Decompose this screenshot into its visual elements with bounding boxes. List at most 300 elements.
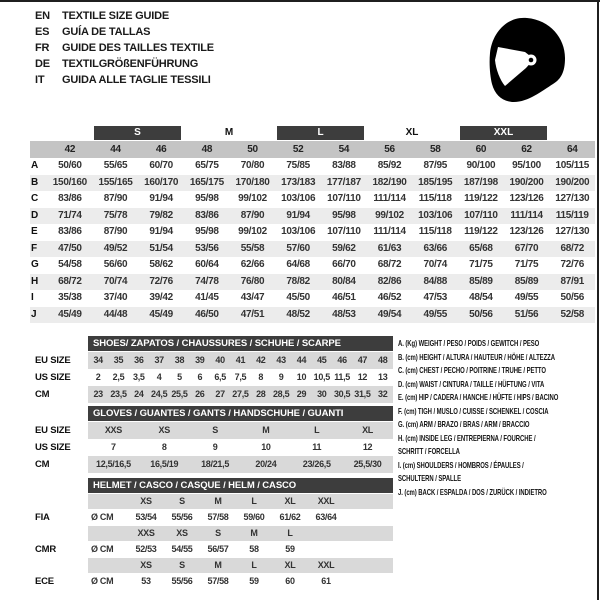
size-value: 103/106 (281, 226, 316, 237)
subtable-label-spacer (30, 526, 88, 541)
subtable-value: 25,5/30 (353, 459, 382, 469)
size-value: 177/187 (326, 176, 361, 188)
helmet-size-label: XL (284, 496, 296, 506)
helmet-size-label: L (251, 496, 257, 506)
subtable-value: 42 (256, 355, 266, 365)
helmet-size-label: XXL (317, 560, 335, 570)
subtable-cells (88, 386, 393, 403)
subtable-value: 23 (93, 389, 103, 399)
size-value: 185/195 (418, 176, 453, 188)
size-value: 170/180 (235, 176, 270, 188)
size-value: 190/200 (509, 176, 544, 188)
subtable-row (30, 456, 393, 473)
legend-line: D. (cm) WAIST / CINTURA / TAILLE / HÜFTUNG / VITA (398, 378, 545, 389)
legend-line: E. (cm) HIP / CADERA / HANCHE / HÜFTE / HIPS / BACINO (398, 392, 559, 402)
size-value: 83/86 (195, 209, 219, 221)
helmet-size-header-cells (88, 494, 393, 509)
size-value: 155/165 (98, 176, 133, 188)
language-row (35, 8, 214, 24)
size-value: 103/106 (418, 209, 453, 221)
size-value: 49/55 (514, 292, 539, 303)
size-value: 95/98 (332, 209, 356, 221)
subtable-value: 31,5 (354, 389, 371, 399)
subtable-value: 24 (134, 389, 144, 399)
size-value: 53/56 (195, 242, 219, 254)
helmet-size-label: M (250, 528, 258, 538)
helmet-size-label: M (214, 560, 222, 570)
size-value: 99/102 (238, 193, 267, 204)
helmet-size-header-row (30, 526, 393, 541)
column-header-row (30, 141, 595, 158)
language-list (35, 8, 214, 88)
subtable-value: 34 (93, 355, 103, 365)
language-code: DE (35, 58, 50, 70)
helmet-size-label: S (179, 560, 185, 570)
size-value: 68/72 (377, 259, 402, 270)
language-code: ES (35, 26, 50, 38)
size-value: 173/183 (281, 176, 316, 188)
subtable-value: XS (158, 425, 170, 435)
size-value: 46/51 (332, 292, 356, 303)
helmet-size-label: S (179, 496, 185, 506)
helmet-value: 53/54 (135, 512, 157, 522)
full-face-helmet-icon (462, 6, 577, 106)
unit-spacer (88, 494, 128, 509)
size-value: 45/50 (286, 292, 310, 303)
subtable-value: 44 (296, 355, 307, 365)
language-row (35, 56, 214, 72)
subtable-value: L (314, 425, 320, 435)
row-letter: G (31, 259, 39, 270)
helmet-standard-row (30, 573, 393, 590)
subtable-value: 23/26,5 (302, 459, 331, 469)
helmet-size-label: M (214, 496, 222, 506)
helmet-standard-label: CMR (35, 544, 57, 555)
subtable-value: 41 (235, 355, 246, 365)
helmet-standard-row (30, 541, 393, 558)
subtable-value: 48 (378, 355, 388, 365)
size-group-label: S (94, 126, 181, 140)
size-value: 78/82 (286, 275, 310, 287)
size-value: 44/48 (103, 308, 128, 320)
main-size-table (30, 126, 595, 323)
legend (398, 337, 595, 499)
subtable-value: 18/21,5 (201, 459, 230, 469)
helmet-value: 59/60 (243, 512, 265, 522)
corner-cell (30, 141, 47, 158)
subtable-row (30, 369, 393, 386)
subtable-value: 16,5/19 (150, 459, 179, 469)
size-value: 165/175 (189, 176, 224, 188)
size-value: 45/49 (149, 308, 173, 320)
size-value: 71/75 (514, 259, 539, 270)
helmet-value: 57/58 (207, 512, 229, 522)
size-value: 83/88 (332, 160, 356, 171)
row-letter: D (31, 209, 38, 221)
size-value: 85/92 (377, 160, 402, 171)
size-value: 87/91 (560, 275, 584, 287)
size-value: 107/110 (327, 226, 361, 237)
column-header: 56 (384, 144, 395, 155)
column-header: 58 (429, 144, 441, 155)
column-header: 46 (155, 144, 167, 155)
size-value: 115/118 (418, 193, 452, 204)
size-value: 103/106 (281, 193, 316, 204)
measurement-row (30, 208, 595, 225)
subtable-row-label: EU SIZE (35, 355, 71, 366)
subtable-value: XXS (104, 425, 122, 435)
size-value: 83/86 (58, 193, 82, 204)
size-value: 49/55 (423, 308, 447, 320)
subtable-value: 3,5 (133, 372, 145, 382)
measurement-row (30, 257, 595, 274)
subtable-value: 29 (296, 389, 307, 399)
helmet-size-label: XS (176, 528, 188, 538)
gloves-table-title: GLOVES / GUANTES / GANTS / HANDSCHUHE / GUANTI (88, 406, 393, 421)
size-value: 56/60 (103, 259, 128, 270)
size-value: 52/58 (560, 308, 584, 320)
column-header: 44 (110, 144, 121, 155)
subtable-label-spacer (30, 478, 88, 494)
size-value: 91/94 (286, 209, 310, 221)
subtable-value: 39 (195, 355, 205, 365)
helmet-value: 58 (249, 544, 259, 554)
helmet-standard-label: ECE (35, 576, 54, 587)
subtable-value: 23,5 (110, 389, 127, 399)
size-value: 127/130 (555, 226, 590, 237)
size-value: 50/56 (560, 292, 584, 303)
column-header: 60 (475, 144, 487, 155)
subtable-value: 2,5 (112, 372, 125, 382)
size-group-m (183, 126, 275, 140)
legend-line: I. (cm) SHOULDERS / HOMBROS / ÉPAULES / (398, 459, 524, 470)
size-value: 65/75 (195, 160, 219, 171)
subtable-value: 45 (317, 355, 327, 365)
size-value: 63/66 (423, 242, 447, 254)
size-value: 127/130 (555, 193, 590, 204)
row-letter: H (31, 275, 38, 287)
size-value: 48/54 (469, 292, 493, 303)
subtable-value: 10 (261, 442, 271, 452)
subtable-value: 6 (197, 372, 203, 382)
subtable-cells (88, 439, 393, 456)
size-value: 82/86 (377, 275, 402, 287)
helmet-value: 59 (285, 544, 295, 554)
unit-spacer (88, 558, 128, 573)
helmet-value (308, 541, 344, 558)
size-value: 111/114 (373, 193, 406, 204)
size-value: 49/54 (377, 308, 402, 320)
page-title-es: GUÍA DE TALLAS (62, 26, 151, 38)
helmet-size-header-row (30, 558, 393, 573)
subtable-label-spacer (30, 336, 88, 352)
row-letter: I (31, 292, 34, 303)
subtable-cells (88, 422, 393, 439)
size-value: 57/60 (286, 242, 310, 254)
measurement-row (30, 307, 595, 324)
legend-item (398, 378, 595, 392)
group-spacer (30, 126, 92, 140)
size-group-label: XXL (460, 126, 547, 140)
size-value: 91/94 (149, 226, 173, 237)
size-value: 67/70 (514, 242, 539, 254)
gloves-title-row (30, 406, 393, 422)
legend-item (398, 405, 595, 419)
subtable-value: 26 (195, 389, 205, 399)
size-value: 58/62 (149, 259, 173, 270)
size-value: 107/110 (464, 209, 498, 221)
subtable-value: 30,5 (333, 389, 351, 399)
measurement-row (30, 175, 595, 192)
subtable-row-label: CM (35, 389, 50, 400)
row-letter: J (31, 308, 37, 320)
legend-line: SCHULTERN / SPALLE (398, 473, 461, 483)
helmet-size-header-row (30, 494, 393, 509)
size-value: 41/45 (195, 292, 219, 303)
helmet-size-label: XXL (317, 496, 335, 506)
measurement-row (30, 274, 595, 291)
legend-line: G. (cm) ARM / BRAZO / BRAS / ARM / BRACCIO (398, 419, 530, 429)
column-header: 64 (566, 144, 578, 155)
subtable-label-spacer (30, 406, 88, 422)
size-value: 90/100 (466, 160, 496, 171)
language-row (35, 24, 214, 40)
helmet-standard-label: FIA (35, 512, 50, 523)
subtable-value: 12 (362, 442, 373, 452)
subtable-value: 12 (357, 372, 368, 382)
helmet-size-label: S (215, 528, 221, 538)
helmet-value: 57/58 (207, 576, 229, 586)
row-letter: B (31, 176, 38, 188)
legend-line: F. (cm) TIGH / MUSLO / CUISSE / SCHENKEL / COSCIA (398, 405, 549, 416)
subtable-value: 20/24 (255, 459, 277, 469)
subtable-value: 32 (378, 389, 388, 399)
subtable-value: 4 (156, 372, 162, 382)
row-letter: F (31, 242, 37, 254)
row-letter: A (31, 160, 38, 171)
language-code: EN (35, 10, 50, 22)
size-value: 119/122 (464, 226, 498, 237)
subtable-value: 7,5 (234, 372, 247, 382)
subtable-value: 27 (215, 389, 225, 399)
size-value: 75/85 (286, 160, 310, 171)
size-group-row (30, 126, 595, 140)
helmet-value: 55/56 (171, 576, 193, 586)
column-header: 62 (521, 144, 532, 155)
helmet-value: 59 (249, 576, 259, 586)
helmet-size-label: L (287, 528, 293, 538)
size-group-l (275, 126, 367, 140)
page-title: TEXTILE SIZE GUIDE (62, 10, 170, 22)
helmet-standard-cells (88, 509, 393, 526)
size-value: 115/118 (418, 226, 452, 237)
subtable-value: 47 (357, 355, 368, 365)
legend-item (398, 391, 595, 405)
helmet-value: 56/57 (207, 544, 229, 554)
helmet-value: 63/64 (315, 512, 337, 522)
size-value: 87/90 (103, 193, 128, 204)
subtable-value: 30 (317, 389, 327, 399)
size-value: 47/50 (58, 242, 82, 254)
legend-item (398, 486, 595, 500)
language-row (35, 40, 214, 56)
diameter-unit-label: Ø CM (91, 576, 114, 586)
size-value: 99/102 (375, 209, 404, 221)
helmet-table (30, 478, 393, 590)
column-header: 50 (247, 144, 258, 155)
legend-line: SCHRITT / FORCELLA (398, 446, 460, 456)
legend-item (398, 351, 595, 365)
size-value: 182/190 (372, 176, 407, 188)
size-value: 160/170 (144, 176, 179, 188)
size-value: 111/114 (510, 209, 543, 221)
size-group-label: XL (405, 127, 419, 138)
size-value: 79/82 (149, 209, 173, 221)
size-value: 74/78 (195, 275, 219, 287)
legend-line: C. (cm) CHEST / PECHO / POITRINE / TRUHE / PETTO (398, 365, 546, 375)
subtable-value: 27,5 (232, 389, 249, 399)
helmet-size-label: L (251, 560, 257, 570)
group-spacer (549, 126, 595, 140)
size-value: 43/47 (240, 292, 265, 303)
size-value: 72/76 (560, 259, 584, 270)
subtable-value: XL (362, 425, 373, 435)
size-value: 47/53 (423, 292, 447, 303)
measurement-row (30, 290, 595, 307)
helmet-value: 54/55 (171, 544, 193, 554)
measurement-row (30, 158, 595, 175)
size-value: 47/51 (240, 308, 265, 320)
size-value: 150/160 (52, 176, 87, 188)
legend-item (398, 459, 595, 486)
helmet-value: 60 (285, 576, 295, 586)
subtable-value: 35 (113, 355, 124, 365)
size-group-label: L (277, 126, 364, 140)
size-value: 84/88 (423, 275, 447, 287)
size-group-xxl (458, 126, 550, 140)
measurement-row (30, 224, 595, 241)
legend-item (398, 432, 595, 459)
subtable-value: 25,5 (171, 389, 188, 399)
size-value: 123/126 (509, 193, 544, 204)
legend-line: A. (Kg) WEIGHT / PESO / POIDS / GEWITCH / PESO (398, 338, 540, 348)
helmet-value: 55/56 (171, 512, 193, 522)
subtable-value: 46 (337, 355, 347, 365)
column-header: 42 (64, 144, 76, 155)
helmet-size-label (308, 526, 344, 541)
helmet-value: 61 (321, 576, 331, 586)
helmet-standard-row (30, 509, 393, 526)
column-header: 54 (338, 144, 350, 155)
size-value: 50/60 (58, 160, 82, 171)
size-value: 115/119 (555, 209, 589, 221)
language-row (35, 72, 214, 88)
page-title-fr: GUIDE DES TAILLES TEXTILE (62, 42, 214, 54)
size-value: 87/90 (240, 209, 265, 221)
column-header: 52 (292, 144, 304, 155)
size-value: 46/50 (195, 308, 219, 320)
measurement-row (30, 241, 595, 258)
subtable-row (30, 439, 393, 456)
size-value: 46/52 (377, 292, 402, 303)
size-value: 54/58 (58, 259, 82, 270)
subtable-value: 12,5/16,5 (95, 459, 131, 469)
column-header: 48 (201, 144, 213, 155)
subtable-value: 10,5 (313, 372, 330, 382)
size-value: 72/76 (149, 275, 173, 287)
size-value: 45/49 (58, 308, 82, 320)
page-title-it: GUIDA ALLE TAGLIE TESSILI (62, 74, 211, 86)
measurement-row (30, 191, 595, 208)
legend-line: H. (cm) INSIDE LEG / ENTREPIERNA / FOURCHE / (398, 432, 536, 443)
row-letter: C (31, 193, 38, 204)
subtable-value: 9 (278, 372, 284, 382)
size-value: 70/74 (423, 259, 447, 270)
subtable-row-label: EU SIZE (35, 425, 71, 436)
size-value: 64/68 (286, 259, 310, 270)
size-value: 83/86 (58, 226, 82, 237)
size-value: 37/40 (103, 292, 128, 303)
subtable-value: 8 (258, 372, 264, 382)
helmet-title-row (30, 478, 393, 494)
shoes-title-row (30, 336, 393, 352)
size-value: 55/58 (240, 242, 265, 254)
size-value: 105/115 (555, 160, 589, 171)
size-value: 80/84 (332, 275, 356, 287)
legend-item (398, 418, 595, 432)
page-title-de: TEXTILGRÖßENFÜHRUNG (62, 58, 199, 70)
size-value: 76/80 (240, 275, 265, 287)
size-group-label: M (224, 127, 234, 138)
subtable-value: 10 (296, 372, 307, 382)
subtable-cells (88, 369, 393, 386)
shoes-table-title: SHOES/ ZAPATOS / CHAUSSURES / SCHUHE / SCARPE (88, 336, 393, 351)
size-value: 87/90 (103, 226, 128, 237)
subtable-cells (88, 352, 393, 369)
subtable-row (30, 352, 393, 369)
subtable-value: 9 (212, 442, 218, 452)
size-value: 62/66 (240, 259, 265, 270)
size-value: 95/100 (512, 160, 541, 171)
size-value: 65/68 (469, 242, 493, 254)
unit-spacer (88, 526, 128, 541)
subtable-value: 38 (174, 355, 185, 365)
helmet-size-label: XS (140, 560, 152, 570)
helmet-standard-cells (88, 573, 393, 590)
subtable-row-label: CM (35, 459, 50, 470)
subtable-value: 6,5 (214, 372, 226, 382)
legend-line: J. (cm) BACK / ESPALDA / DOS / ZURÜCK / INDIETRO (398, 486, 547, 497)
helmet-size-label: XL (284, 560, 296, 570)
legend-line: B. (cm) HEIGHT / ALTURA / HAUTEUR / HÖHE / ALTEZZA (398, 351, 555, 362)
helmet-value: 52/53 (135, 544, 157, 554)
subtable-value: 36 (134, 355, 144, 365)
subtable-value: M (262, 425, 270, 435)
subtable-value: 24,5 (150, 389, 168, 399)
subtable-row-label: US SIZE (35, 372, 71, 383)
size-value: 95/98 (195, 193, 219, 204)
size-value: 51/54 (149, 242, 173, 254)
shoes-table (30, 336, 393, 403)
size-group-s (92, 126, 184, 140)
helmet-size-label: XXS (137, 528, 155, 538)
size-value: 107/110 (327, 193, 361, 204)
subtable-row-label: US SIZE (35, 442, 71, 453)
subtable-value: 37 (154, 355, 164, 365)
subtable-cells (88, 456, 393, 473)
helmet-size-label: XS (140, 496, 152, 506)
size-value: 59/62 (332, 242, 356, 254)
